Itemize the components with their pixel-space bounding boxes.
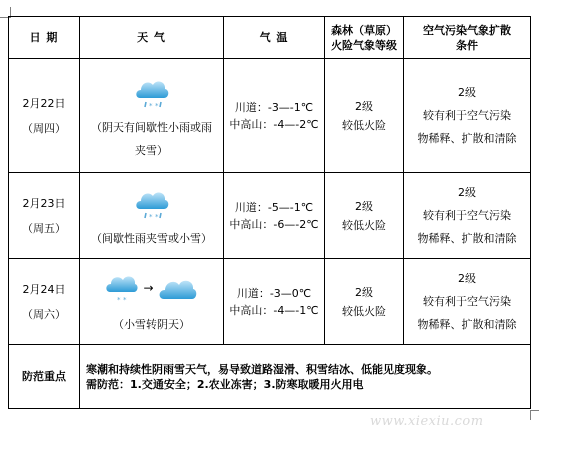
- air-description-1: 较有利于空气污染: [423, 209, 511, 222]
- fire-level: 2级: [355, 199, 373, 213]
- air-level: 2级: [458, 186, 476, 199]
- temp-mountain: 中高山：-6—-2℃: [229, 217, 319, 231]
- air-diffusion-cell: [404, 173, 531, 259]
- date-cell: [9, 259, 80, 345]
- svg-text:*: *: [154, 101, 158, 110]
- temp-mountain: 中高山：-4—-1℃: [229, 303, 319, 317]
- svg-text:*: *: [117, 296, 121, 304]
- air-description-1: 较有利于空气污染: [423, 109, 511, 122]
- header-fire-risk: [325, 17, 404, 59]
- fire-description: 较低火险: [342, 118, 386, 132]
- svg-text:*: *: [148, 101, 152, 110]
- weather-description: （间歇性雨夹雪或小雪）: [91, 232, 212, 245]
- air-description-2: 物稀释、扩散和清除: [417, 132, 517, 145]
- date-text: 2月24日: [22, 282, 66, 296]
- corner-mark-bottom-right: [530, 410, 539, 420]
- fire-level: 2级: [355, 99, 373, 113]
- fire-description: 较低火险: [342, 304, 386, 318]
- weather-cell: [80, 173, 224, 259]
- fire-risk-cell: [325, 59, 404, 173]
- temp-plain: 川道：-3—0℃: [236, 286, 312, 300]
- svg-text:*: *: [154, 213, 158, 221]
- temp-plain: 川道：-3—-1℃: [234, 100, 314, 114]
- fire-risk-cell: [325, 259, 404, 345]
- temperature-cell: [224, 173, 325, 259]
- air-description-2: 物稀释、扩散和清除: [417, 232, 517, 245]
- svg-text:*: *: [123, 296, 127, 304]
- weather-icon-wrap: [80, 181, 223, 223]
- fire-description: 较低火险: [342, 218, 386, 232]
- header-temperature: 气 温: [224, 17, 325, 59]
- header-fire-line1: 森林（草原）: [331, 23, 397, 37]
- weather-forecast-table: [8, 16, 531, 409]
- air-description-1: 较有利于空气污染: [423, 295, 511, 308]
- table-row: [9, 173, 531, 259]
- header-row: [9, 17, 531, 59]
- cloud-rain-snow-icon: [134, 183, 170, 223]
- table-row: [9, 59, 531, 173]
- arrow-icon: →: [143, 281, 154, 295]
- fire-level: 2级: [355, 285, 373, 299]
- prevention-line-1: 寒潮和持续性阴雨雪天气，易导致道路湿滑、积雪结冰、低能见度现象。: [86, 362, 438, 376]
- weekday-text: （周四）: [22, 121, 66, 135]
- weather-cell: [80, 59, 224, 173]
- air-level: 2级: [458, 86, 476, 99]
- header-air-line1: 空气污染气象扩散: [423, 23, 511, 37]
- weather-cell: [80, 259, 224, 345]
- air-diffusion-cell: [404, 59, 531, 173]
- temperature-cell: [224, 59, 325, 173]
- header-air-diffusion: [404, 17, 531, 59]
- prevention-line-2: 需防范：1.交通安全；2.农业冻害；3.防寒取暖用火用电: [86, 377, 364, 391]
- air-description-2: 物稀释、扩散和清除: [417, 318, 517, 331]
- date-cell: [9, 173, 80, 259]
- weather-icon-wrap: [80, 267, 223, 309]
- prevention-row: [9, 345, 531, 409]
- header-weather: 天 气: [80, 17, 224, 59]
- weather-description: （阴天有间歇性小雨或雨夹雪）: [91, 120, 212, 157]
- weekday-text: （周五）: [22, 221, 66, 235]
- cloud-rain-snow-icon: [134, 72, 170, 112]
- prevention-content: [80, 345, 531, 409]
- fire-risk-cell: [325, 173, 404, 259]
- temperature-cell: [224, 259, 325, 345]
- cloud-snow-icon: [105, 270, 139, 306]
- temp-plain: 川道：-5—-1℃: [234, 200, 314, 214]
- table-row: [9, 259, 531, 345]
- weather-description: （小雪转阴天）: [113, 318, 190, 331]
- air-diffusion-cell: [404, 259, 531, 345]
- cloud-icon: [158, 273, 198, 303]
- header-date: 日 期: [9, 17, 80, 59]
- date-text: 2月22日: [22, 96, 66, 110]
- header-fire-line2: 火险气象等级: [331, 38, 397, 52]
- weather-icon-wrap: [80, 70, 223, 112]
- header-air-line2: 条件: [456, 38, 478, 52]
- weekday-text: （周六）: [22, 307, 66, 321]
- date-text: 2月23日: [22, 196, 66, 210]
- air-level: 2级: [458, 272, 476, 285]
- date-cell: [9, 59, 80, 173]
- svg-text:*: *: [148, 213, 152, 221]
- prevention-title: 防范重点: [9, 345, 80, 409]
- watermark: www.xiexiu.com: [370, 414, 484, 429]
- temp-mountain: 中高山：-4—-2℃: [229, 117, 319, 131]
